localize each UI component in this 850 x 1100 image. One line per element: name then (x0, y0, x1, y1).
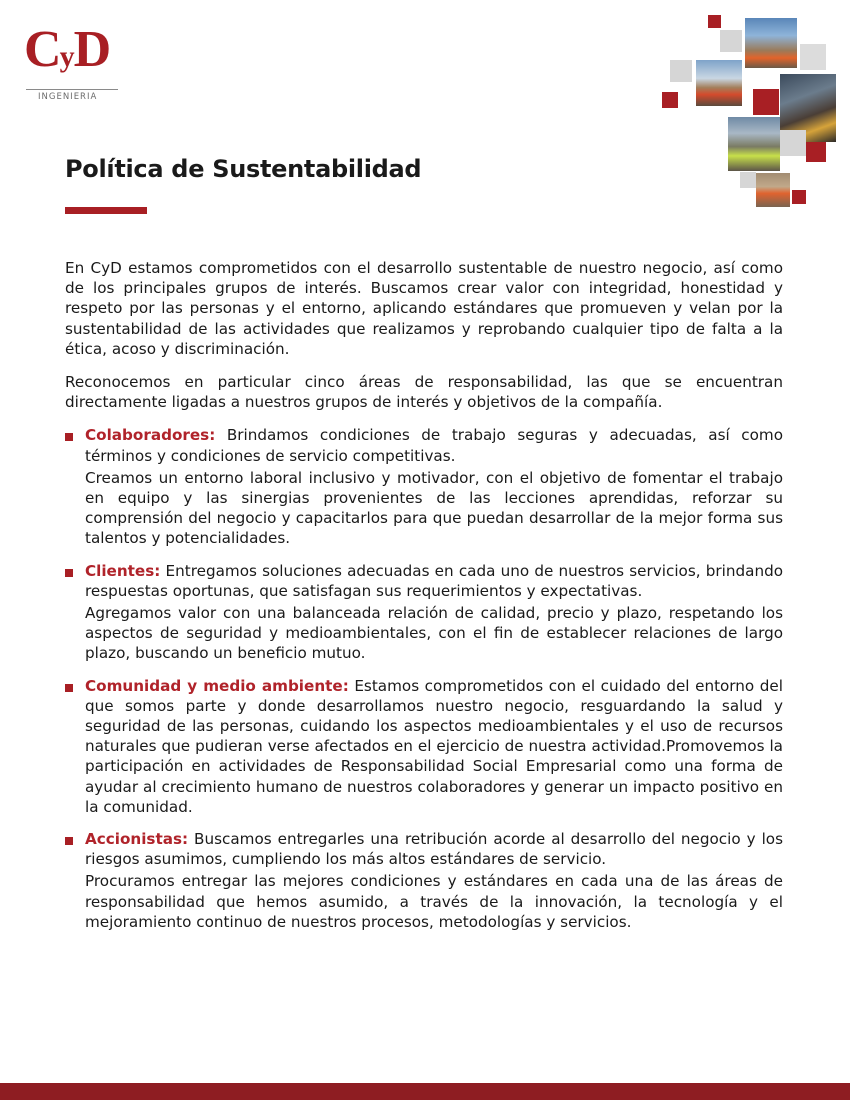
intro-paragraph: En CyD estamos comprometidos con el desarrollo sustentable de nuestro negocio, así como de los principales grupos de interés. Buscamos crear valor con integridad, honestidad y respeto por las personas y el entorno, aplicando estándares que promueven y velan por la sustentabilidad de las actividades que realizamos y reprobando cualquier tipo de falta a la ética, acoso y discriminación. (65, 259, 783, 358)
area-text (85, 561, 783, 601)
logo-mark (24, 21, 124, 83)
mosaic-photo-site (696, 60, 742, 106)
mosaic-gray-square (800, 44, 826, 70)
area-description: Buscamos entregarles una retribución acorde al desarrollo del negocio y los riesgos asumimos, cumpliendo los más altos estándares de servicio. (85, 830, 783, 869)
title-underline (65, 207, 147, 214)
cyd-logo (24, 21, 124, 102)
logo-letter-c: C (24, 21, 60, 78)
area-item-accionistas (65, 829, 783, 932)
bullet-square-icon (65, 684, 73, 692)
logo-subtitle: INGENIERIA (38, 92, 98, 102)
area-text (85, 676, 783, 817)
mosaic-photo-field (756, 173, 790, 207)
area-detail: Creamos un entorno laboral inclusivo y motivador, con el objetivo de fomentar el trabajo en equipo y las sinergias provenientes de las lecciones aprendidas, reforzar su comprensión del negocio y capacitarlos para que puedan desarrollar de la mejor forma sus talentos y potencialidades. (85, 468, 783, 548)
mosaic-gray-square (740, 172, 756, 188)
area-description: Estamos comprometidos con el cuidado del entorno del que somos parte y donde desarrollamos nuestro negocio, resguardando la salud y seguridad de las personas, cuidando los aspectos medioambientales y el uso de recursos naturales que pudieran verse afectados en el ejercicio de nuestra actividad.Promovemos la participación en actividades de Responsabilidad Social Empresarial como una forma de ayudar al crecimiento humano de nuestros colaboradores y generar un impacto positivo en la comunidad. (85, 676, 783, 816)
mosaic-red-square (753, 89, 779, 115)
logo-letter-y: y (59, 40, 74, 73)
bullet-square-icon (65, 433, 73, 441)
areas-intro-paragraph: Reconocemos en particular cinco áreas de responsabilidad, las que se encuentran directamente ligadas a nuestros grupos de interés y objetivos de la compañía. (65, 373, 783, 412)
mosaic-gray-square (670, 60, 692, 82)
logo-letter-d: D (73, 21, 110, 78)
area-text (85, 829, 783, 869)
area-description: Entregamos soluciones adecuadas en cada uno de nuestros servicios, brindando respuestas oportunas, que satisfagan sus requerimientos y expectativas. (85, 561, 783, 600)
footer-bar (0, 1083, 850, 1100)
area-item-colaboradores (65, 425, 783, 548)
area-detail: Procuramos entregar las mejores condiciones y estándares en cada una de las áreas de responsabilidad que hemos asumido, a través de la innovación, la tecnología y el mejoramiento continuo de nuestros procesos, metodologías y servicios. (85, 872, 783, 931)
mosaic-red-square (806, 142, 826, 162)
area-label: Clientes: (85, 561, 161, 580)
mosaic-photo-workers (745, 18, 797, 68)
photo-mosaic (660, 12, 840, 212)
area-label: Comunidad y medio ambiente: (85, 676, 349, 695)
mosaic-red-square (708, 15, 721, 28)
area-item-clientes (65, 561, 783, 664)
bullet-square-icon (65, 837, 73, 845)
page-title: Política de Sustentabilidad (65, 155, 422, 183)
mosaic-red-square (662, 92, 678, 108)
area-label: Accionistas: (85, 830, 189, 849)
document-body (65, 258, 783, 944)
area-text (85, 425, 783, 465)
area-description: Brindamos condiciones de trabajo seguras y adecuadas, así como términos y condiciones de servicio competitivas. (85, 426, 783, 465)
mosaic-gray-square (720, 30, 742, 52)
area-detail: Agregamos valor con una balanceada relación de calidad, precio y plazo, respetando los aspectos de seguridad y medioambientales, con el fin de establecer relaciones de largo plazo, buscando un beneficio mutuo. (85, 604, 783, 663)
bullet-square-icon (65, 569, 73, 577)
mosaic-red-square (792, 190, 806, 204)
logo-divider (26, 89, 118, 90)
area-item-comunidad (65, 676, 783, 817)
mosaic-gray-square (780, 130, 806, 156)
mosaic-photo-road (728, 117, 780, 171)
area-label: Colaboradores: (85, 426, 216, 445)
